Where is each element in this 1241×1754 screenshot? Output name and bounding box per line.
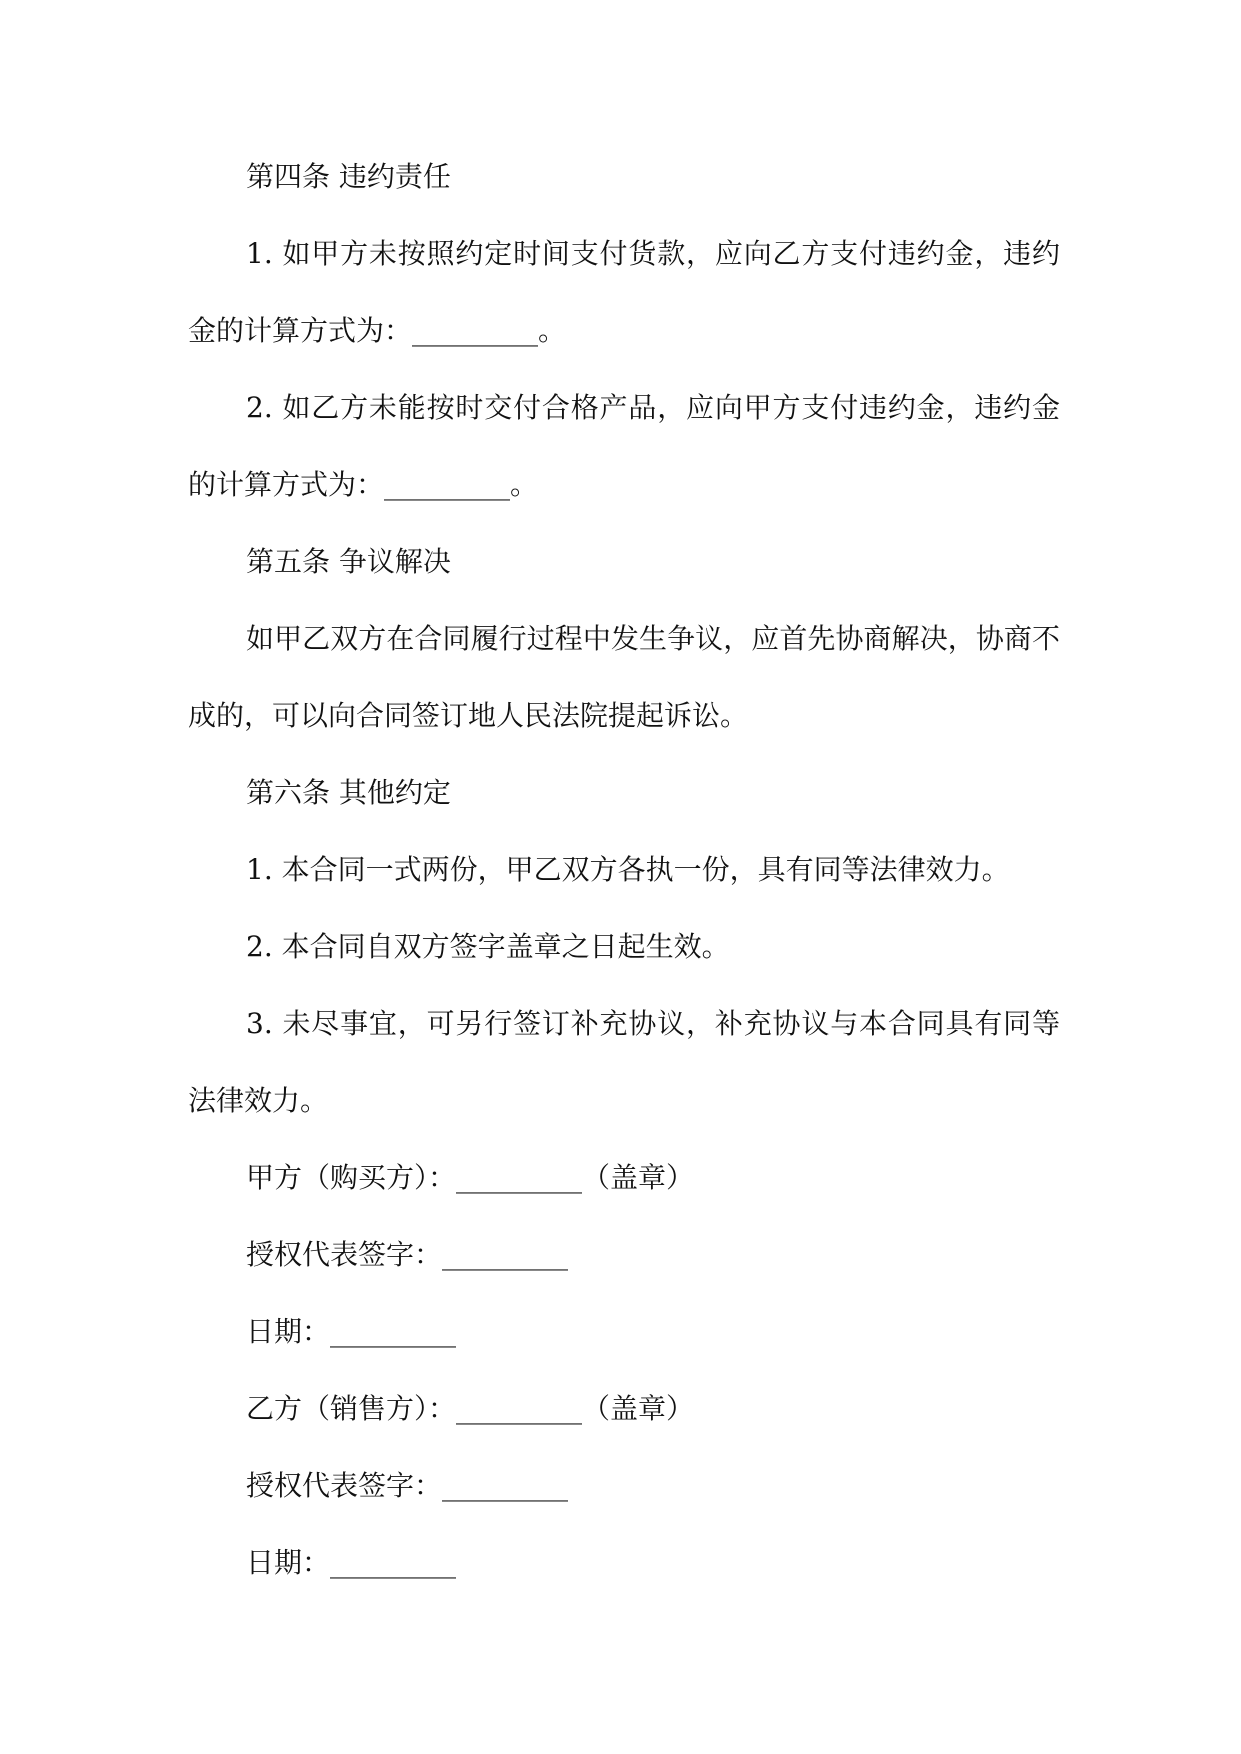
article-6-clause-3: 3. 未尽事宜，可另行签订补充协议，补充协议与本合同具有同等法律效力。 xyxy=(188,1007,1060,1117)
party-b-date-line: 日期：_________ xyxy=(246,1546,457,1579)
party-a-line: 甲方（购买方）：_________（盖章） xyxy=(246,1161,695,1194)
party-a-date-line: 日期：_________ xyxy=(246,1315,457,1348)
article-4-heading: 第四条 违约责任 xyxy=(246,160,451,193)
article-6-clause-2: 2. 本合同自双方签字盖章之日起生效。 xyxy=(246,930,730,963)
article-6-clause-1: 1. 本合同一式两份，甲乙双方各执一份，具有同等法律效力。 xyxy=(246,853,1010,886)
article-4-clause-2: 2. 如乙方未能按时交付合格产品，应向甲方支付违约金，违约金的计算方式为：_________。 xyxy=(188,391,1060,501)
party-b-line: 乙方（销售方）：_________（盖章） xyxy=(246,1392,695,1425)
party-b-signature-line: 授权代表签字：_________ xyxy=(246,1469,569,1502)
article-4-clause-1: 1. 如甲方未按照约定时间支付货款，应向乙方支付违约金，违约金的计算方式为：_________。 xyxy=(188,237,1060,347)
article-5-heading: 第五条 争议解决 xyxy=(246,545,451,578)
document-body xyxy=(188,138,1060,1601)
article-6-heading: 第六条 其他约定 xyxy=(246,776,451,809)
article-5-text: 如甲乙双方在合同履行过程中发生争议，应首先协商解决，协商不成的，可以向合同签订地人民法院提起诉讼。 xyxy=(188,622,1060,732)
party-a-signature-line: 授权代表签字：_________ xyxy=(246,1238,569,1271)
